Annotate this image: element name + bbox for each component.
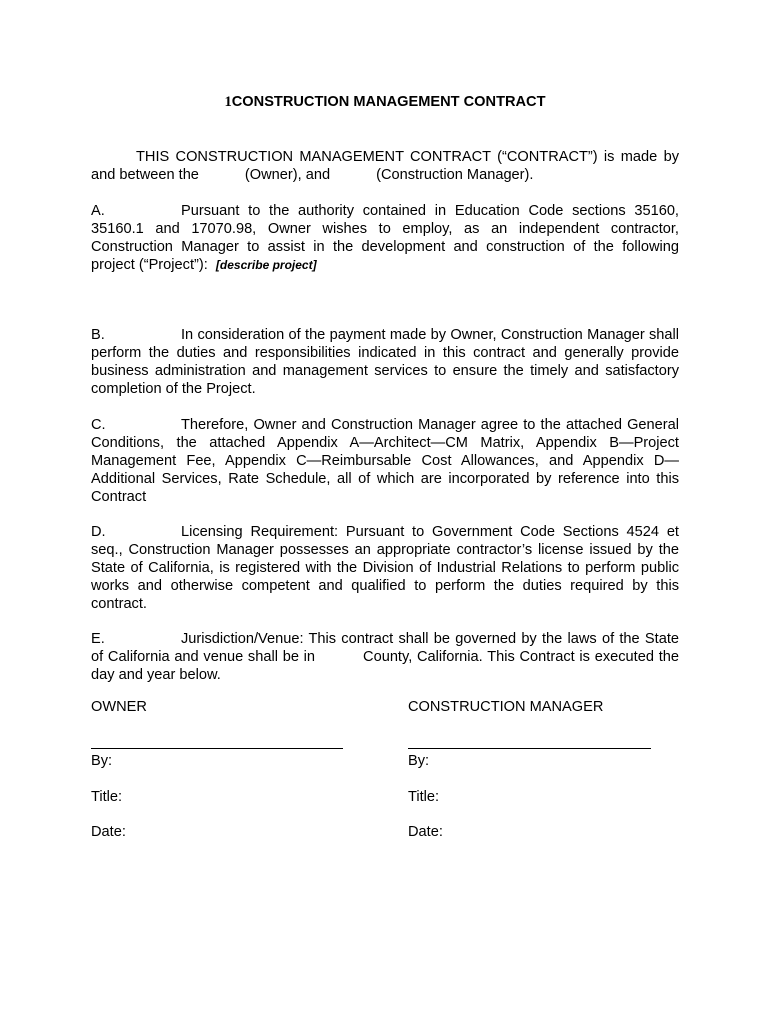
title-number: 1 bbox=[224, 94, 232, 110]
owner-date-label: Date: bbox=[91, 824, 126, 840]
paragraph-d-text: Licensing Requirement: Pursuant to Government Code Sections 4524 et seq., Construction Manager possesses an appropriate contractor’s license issued by the State of California, is registered with the Division of Industrial Relations to perform public works and otherwise competent and qualified to perform the duties required by this contract. bbox=[91, 524, 679, 612]
paragraph-a-letter: A. bbox=[91, 203, 105, 219]
project-placeholder: [describe project] bbox=[215, 258, 317, 272]
paragraph-c-text: Therefore, Owner and Construction Manager agree to the attached General Conditions, the attached Appendix A—Architect—CM Matrix, Appendix B—Project Management Fee, Appendix C—Reimbursable Cost Allowances, and Appendix D—Additional Services, Rate Schedule, all of which are incorporated by reference into this Contract bbox=[91, 417, 679, 505]
paragraph-d-letter: D. bbox=[91, 524, 106, 540]
cm-by-label: By: bbox=[408, 753, 430, 769]
paragraph-b bbox=[91, 326, 679, 398]
owner-by-label: By: bbox=[91, 753, 113, 769]
intro-text: THIS CONSTRUCTION MANAGEMENT CONTRACT (“CONTRACT”) is made by and between the bbox=[91, 149, 679, 183]
owner-signature-line[interactable] bbox=[91, 748, 343, 749]
owner-heading: OWNER bbox=[91, 699, 147, 715]
paragraph-e-text-1: Jurisdiction/Venue: This contract shall be governed by the laws of the State of California and venue shall be in bbox=[91, 631, 679, 665]
owner-title-label: Title: bbox=[91, 789, 123, 805]
paragraph-e bbox=[91, 630, 679, 684]
paragraph-e-letter: E. bbox=[91, 631, 105, 647]
paragraph-a-text: Pursuant to the authority contained in Education Code sections 35160, 35160.1 and 17070.98, Owner wishes to employ, as an independent contractor, Construction Manager to assist in the development and construction of the following project (“Project”): bbox=[91, 203, 679, 273]
intro-paragraph bbox=[91, 148, 679, 184]
intro-owner: (Owner), and bbox=[244, 167, 331, 183]
paragraph-b-text: In consideration of the payment made by Owner, Construction Manager shall perform the duties and responsibilities indicated in this contract and generally provide business administration and management services to ensure the timely and satisfactory completion of the Project. bbox=[91, 327, 679, 397]
paragraph-a bbox=[91, 202, 679, 274]
intro-cm: (Construction Manager). bbox=[376, 167, 534, 183]
paragraph-c bbox=[91, 416, 679, 506]
title-text: CONSTRUCTION MANAGEMENT CONTRACT bbox=[231, 94, 546, 110]
document-title bbox=[0, 94, 770, 111]
paragraph-c-letter: C. bbox=[91, 417, 106, 433]
cm-date-label: Date: bbox=[408, 824, 443, 840]
paragraph-d bbox=[91, 523, 679, 613]
paragraph-b-letter: B. bbox=[91, 327, 105, 343]
cm-title-label: Title: bbox=[408, 789, 440, 805]
paragraph-e-text-2: County, California. This Contract is executed the day and year below. bbox=[91, 649, 679, 683]
cm-heading: CONSTRUCTION MANAGER bbox=[408, 699, 604, 715]
cm-signature-line[interactable] bbox=[408, 748, 651, 749]
